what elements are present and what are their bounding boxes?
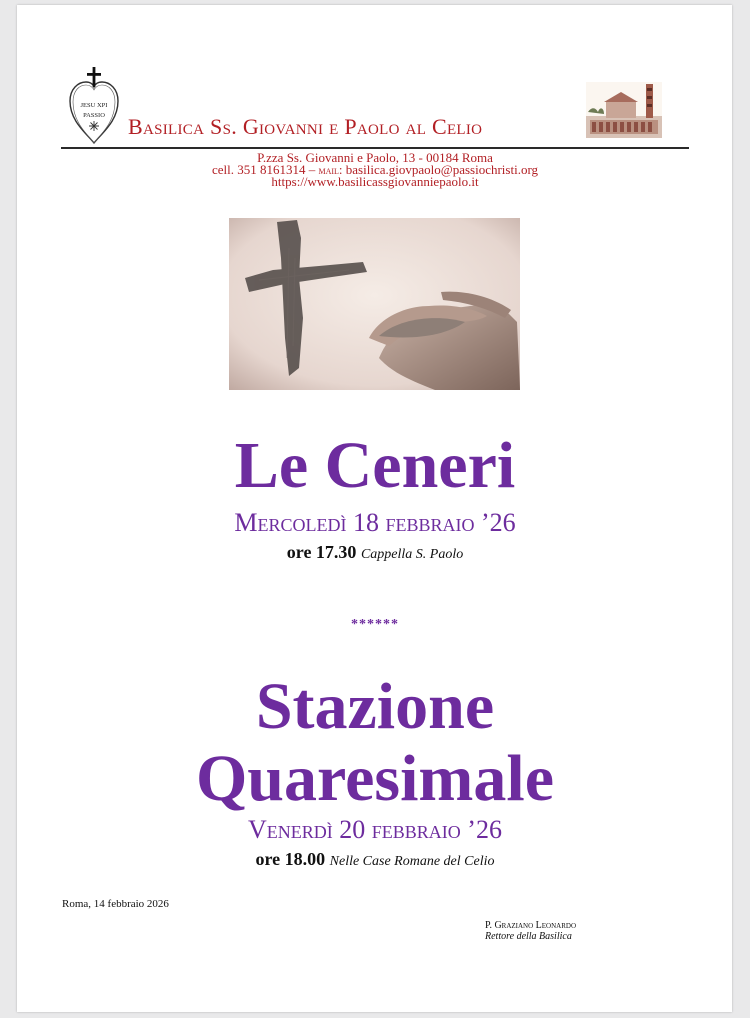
emblem-text-line2: PASSIO [83, 112, 105, 119]
event1-time-line [0, 543, 750, 564]
ash-cross-and-hands-image [229, 218, 520, 390]
event2-title-line1: Stazione [255, 670, 495, 743]
emblem-text-line1: JESU XPI [80, 102, 108, 109]
event1-date: Mercoledì 18 febbraio ’26 [234, 508, 516, 537]
event1-time: ore 17.30 [286, 542, 357, 562]
separator-stars: ****** [351, 617, 399, 632]
basilica-facade-image [586, 82, 662, 138]
event2-place: Nelle Case Romane del Celio [329, 854, 495, 869]
website-link[interactable]: https://www.basilicassgiovanniepaolo.it [271, 174, 479, 189]
event2-date: Venerdì 20 febbraio ’26 [248, 815, 502, 844]
event2-time-line [0, 850, 750, 871]
signature-block [485, 920, 576, 942]
event1-place: Cappella S. Paolo [360, 547, 464, 562]
event2-title-line2: Quaresimale [195, 742, 555, 815]
event2-time: ore 18.00 [255, 849, 326, 869]
signer-role: Rettore della Basilica [485, 931, 572, 942]
phone-text: cell. 351 8161314 – [211, 162, 319, 177]
email-text: : basilica.giovpaolo@passiochristi.org [338, 162, 539, 177]
address-line: P.zza Ss. Giovanni e Paolo, 13 - 00184 Roma [257, 150, 493, 165]
basilica-name: Basilica Ss. Giovanni e Paolo al Celio [128, 114, 483, 139]
passionist-emblem-icon [64, 65, 124, 145]
mail-label: mail [318, 163, 339, 177]
signer-name: P. Graziano Leonardo [485, 920, 577, 931]
event1-title: Le Ceneri [234, 429, 516, 502]
header-divider [61, 147, 689, 149]
document-date: Roma, 14 febbraio 2026 [62, 898, 169, 910]
